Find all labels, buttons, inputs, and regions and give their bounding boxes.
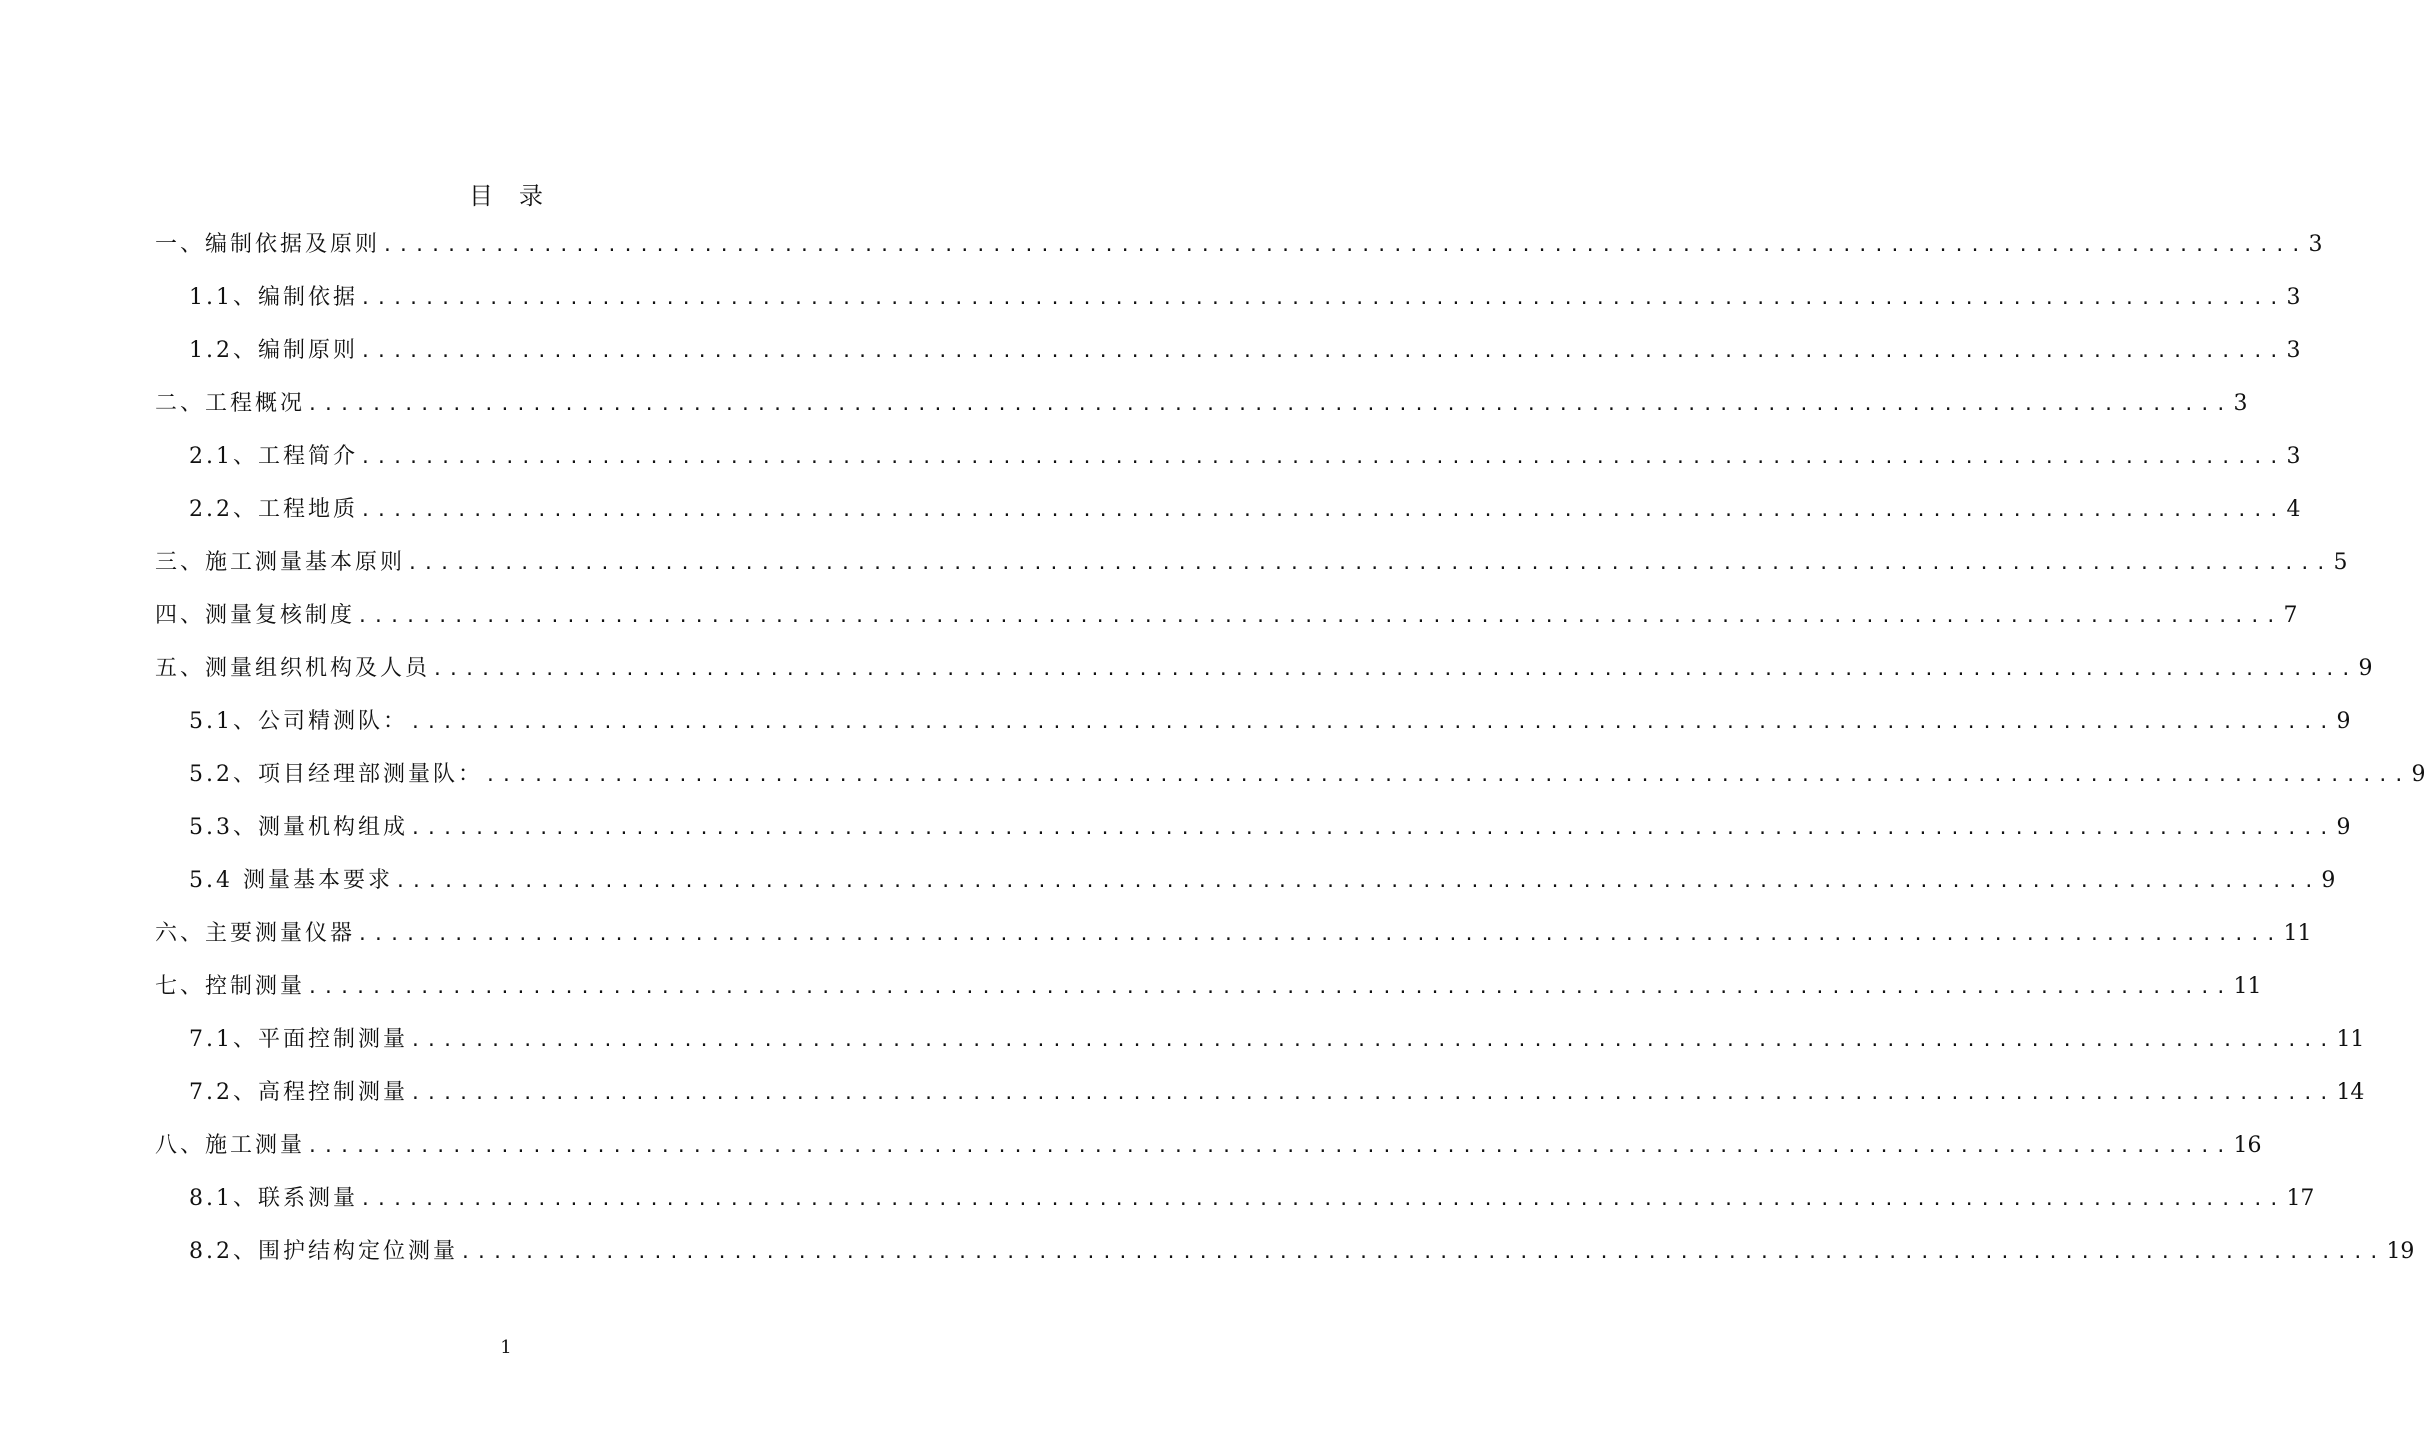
toc-entry[interactable]: [155, 907, 2312, 960]
toc-entry[interactable]: [155, 1066, 2365, 1119]
toc-entry-page: 3: [2308, 232, 2323, 257]
toc-entry[interactable]: [155, 801, 2351, 854]
toc-entry-page: 11: [2233, 974, 2262, 999]
toc-dot-leader: ........................................................................................................................: [382, 235, 2307, 256]
page-number: 1: [500, 1337, 512, 1358]
toc-entry[interactable]: [155, 483, 2301, 536]
toc-dot-leader: ........................................................................................................................: [360, 1189, 2285, 1210]
toc-entry[interactable]: [155, 430, 2301, 483]
toc-entry-label: 7.2、高程控制测量: [189, 1080, 408, 1105]
toc-entry[interactable]: [155, 536, 2348, 589]
toc-dot-leader: ........................................................................................................................: [307, 394, 2232, 415]
toc-entry-page: 9: [2336, 709, 2351, 734]
toc-entry-page: 4: [2286, 497, 2301, 522]
toc-entry-label: 1.2、编制原则: [189, 338, 358, 363]
toc-entry-label: 七、控制测量: [155, 974, 306, 999]
toc-entry[interactable]: [155, 1225, 2415, 1278]
toc-entry[interactable]: [155, 271, 2301, 324]
toc-entry[interactable]: [155, 324, 2301, 377]
toc-entry-page: 3: [2233, 391, 2248, 416]
toc-dot-leader: ........................................................................................................................: [410, 818, 2335, 839]
toc-dot-leader: ........................................................................................................................: [460, 1242, 2385, 1263]
toc-dot-leader: ........................................................................................................................: [360, 341, 2285, 362]
toc-entry-page: 14: [2336, 1080, 2365, 1105]
toc-dot-leader: ........................................................................................................................: [360, 288, 2285, 309]
toc-entry[interactable]: [155, 642, 2373, 695]
toc-entry-page: 17: [2286, 1186, 2315, 1211]
toc-entry-page: 16: [2233, 1133, 2262, 1158]
toc-entry-page: 9: [2358, 656, 2373, 681]
toc-entry-label: 1.1、编制依据: [189, 285, 358, 310]
toc-entry-page: 19: [2386, 1239, 2415, 1264]
toc-entry[interactable]: [155, 589, 2298, 642]
toc-entry-label: 三、施工测量基本原则: [155, 550, 406, 575]
toc-entry[interactable]: [155, 1119, 2262, 1172]
toc-entry-page: 9: [2411, 762, 2425, 787]
toc-entry[interactable]: [155, 960, 2262, 1013]
toc-entry-page: 7: [2283, 603, 2298, 628]
toc-entry-page: 9: [2336, 815, 2351, 840]
table-of-contents: [155, 218, 2425, 1278]
toc-entry-label: 四、测量复核制度: [155, 603, 356, 628]
toc-entry-page: 11: [2336, 1027, 2365, 1052]
toc-entry-label: 5.4 测量基本要求: [189, 868, 393, 893]
toc-entry-label: 二、工程概况: [155, 391, 306, 416]
toc-entry-label: 六、主要测量仪器: [155, 921, 356, 946]
toc-entry-label: 7.1、平面控制测量: [189, 1027, 408, 1052]
toc-entry[interactable]: [155, 695, 2351, 748]
toc-dot-leader: ........................................................................................................................: [360, 500, 2285, 521]
toc-dot-leader: ........................................................................................................................: [410, 1030, 2335, 1051]
toc-entry-page: 5: [2333, 550, 2348, 575]
toc-entry[interactable]: [155, 218, 2323, 271]
toc-entry-label: 2.1、工程简介: [189, 444, 358, 469]
toc-entry-label: 8.2、围护结构定位测量: [189, 1239, 458, 1264]
toc-entry-label: 八、施工测量: [155, 1133, 306, 1158]
toc-dot-leader: ........................................................................................................................: [357, 606, 2282, 627]
toc-entry[interactable]: [155, 377, 2248, 430]
toc-entry-page: 3: [2286, 285, 2301, 310]
toc-dot-leader: ........................................................................................................................: [394, 871, 2320, 892]
toc-entry[interactable]: [155, 1172, 2315, 1225]
toc-entry[interactable]: [155, 748, 2425, 801]
toc-dot-leader: ........................................................................................................................: [432, 659, 2357, 680]
toc-dot-leader: ........................................................................................................................: [307, 977, 2232, 998]
toc-dot-leader: ........................................................................................................................: [307, 1136, 2232, 1157]
toc-entry[interactable]: [155, 1013, 2365, 1066]
toc-entry-label: 五、测量组织机构及人员: [155, 656, 431, 681]
toc-entry-page: 3: [2286, 338, 2301, 363]
toc-dot-leader: ........................................................................................................................: [410, 1083, 2335, 1104]
toc-title: 目录: [469, 182, 569, 210]
toc-dot-leader: ........................................................................................................................: [357, 924, 2282, 945]
toc-entry-label: 5.3、测量机构组成: [189, 815, 408, 840]
toc-entry-page: 9: [2321, 868, 2336, 893]
toc-entry-label: 一、编制依据及原则: [155, 232, 381, 257]
toc-dot-leader: ........................................................................................................................: [360, 447, 2285, 468]
toc-dot-leader: ........................................................................................................................: [485, 765, 2410, 786]
toc-entry-label: 8.1、联系测量: [189, 1186, 358, 1211]
toc-entry-label: 2.2、工程地质: [189, 497, 358, 522]
toc-entry-page: 3: [2286, 444, 2301, 469]
toc-dot-leader: ........................................................................................................................: [410, 712, 2335, 733]
toc-entry-label: 5.2、项目经理部测量队：: [189, 762, 483, 787]
toc-entry-page: 11: [2283, 921, 2312, 946]
toc-entry-label: 5.1、公司精测队：: [189, 709, 408, 734]
toc-dot-leader: ........................................................................................................................: [407, 553, 2332, 574]
toc-entry[interactable]: [155, 854, 2336, 907]
